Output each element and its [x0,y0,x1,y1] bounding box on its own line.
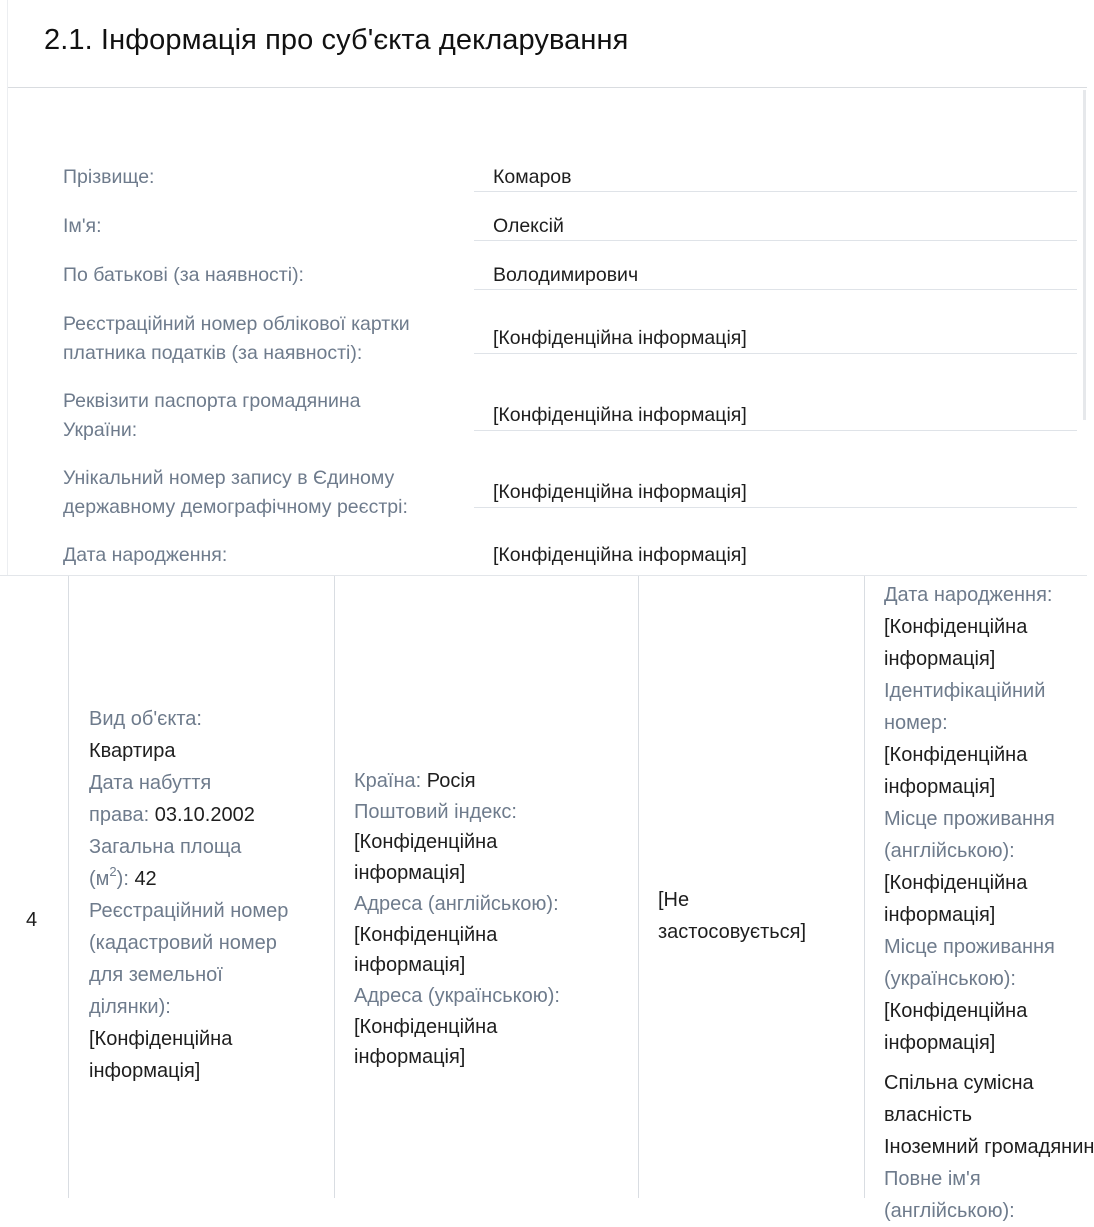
declarant-info-panel [0,0,1087,575]
total-area-value: 42 [134,868,157,890]
ownership-type: Спільна сумісна власність [884,1072,1034,1126]
field-underline [474,430,1077,431]
owner-birth-date-value: [Конфіденційна інформація] [884,616,1028,670]
address-en-label: Адреса (англійською): [354,892,559,915]
value-cell: [Не застосовується] [658,889,807,943]
field-underline [474,191,1077,192]
owner-birth-date-label: Дата народження: [884,584,1053,606]
column-divider [68,576,69,1198]
total-area-label: Загальна площа $(м^2)$: [89,836,242,890]
field-underline [474,507,1077,508]
field-underline [474,353,1077,354]
owner-fullname-en-label: Повне ім'я (англійською): [884,1168,1015,1222]
address-en-value: [Конфіденційна інформація] [354,923,498,977]
postal-code-label: Поштовий індекс: [354,800,517,823]
field-value: [Конфіденційна інформація] [493,327,747,349]
row-number: 4 [26,909,38,931]
field-label: Дата народження: [63,544,228,566]
country-label: Країна: [354,770,422,792]
field-value: Володимирович [493,264,639,286]
object-cell [89,703,329,1087]
total-area [89,831,264,895]
field-value: Комаров [493,166,572,188]
owner-residence-uk [884,931,1074,1059]
property-table [0,575,1094,1222]
field-underline [474,240,1077,241]
field-value: [Конфіденційна інформація] [493,544,747,566]
postal-code [354,797,634,889]
owner-residence-en [884,803,1074,931]
owner-cell [884,579,1094,1227]
registration-number-label: Реєстраційний номер (кадастровий номер для земельної ділянки): [89,900,289,1018]
owner-id-number [884,675,1084,803]
column-divider [638,576,639,1198]
postal-code-value: [Конфіденційна інформація] [354,831,498,885]
object-type-value: Квартира [89,740,176,762]
owner-citizenship: Іноземний громадянин [884,1136,1094,1158]
acquisition-date-label: Дата набуття права: [89,772,212,826]
field-label: Ім'я: [63,215,102,237]
owner-residence-uk-label: Місце проживання (українською): [884,936,1055,990]
object-type [89,703,329,767]
owner-birth-date [884,579,1076,675]
field-value: [Конфіденційна інформація] [493,481,747,503]
panel-scrollbar[interactable] [1083,90,1086,420]
registration-number-value: [Конфіденційна інформація] [89,1028,233,1082]
column-divider [864,576,865,1198]
acquisition-date [89,767,259,831]
country-value: Росія [426,770,476,792]
registration-number [89,895,289,1087]
header-divider [8,87,1087,88]
field-label: Реєстраційний номер облікової картки платника податків (за наявності): [63,313,410,364]
field-label: По батькові (за наявності): [63,264,304,286]
location-cell [354,766,634,1073]
field-label: Прізвище: [63,166,155,188]
country [354,766,634,797]
address-uk [354,981,634,1073]
field-value: Олексій [493,215,564,237]
address-en [354,889,634,981]
owner-id-number-value: [Конфіденційна інформація] [884,744,1028,798]
address-uk-value: [Конфіденційна інформація] [354,1015,498,1069]
field-label: Унікальний номер запису в Єдиному державному демографічному реєстрі: [63,467,408,518]
owner-residence-en-label: Місце проживання (англійською): [884,808,1055,862]
section-title: 2.1. Інформація про суб'єкта декларування [44,24,629,56]
field-underline [474,289,1077,290]
owner-residence-uk-value: [Конфіденційна інформація] [884,1000,1028,1054]
owner-id-number-label: Ідентифікаційний номер: [884,680,1046,734]
address-uk-label: Адреса (українською): [354,984,560,1007]
column-divider [334,576,335,1198]
acquisition-date-value: 03.10.2002 [154,804,255,826]
object-type-label: Вид об'єкта: [89,708,202,730]
owner-residence-en-value: [Конфіденційна інформація] [884,872,1028,926]
field-value: [Конфіденційна інформація] [493,404,747,426]
owner-fullname-en [884,1163,1054,1227]
field-label: Реквізити паспорта громадянина України: [63,390,361,441]
